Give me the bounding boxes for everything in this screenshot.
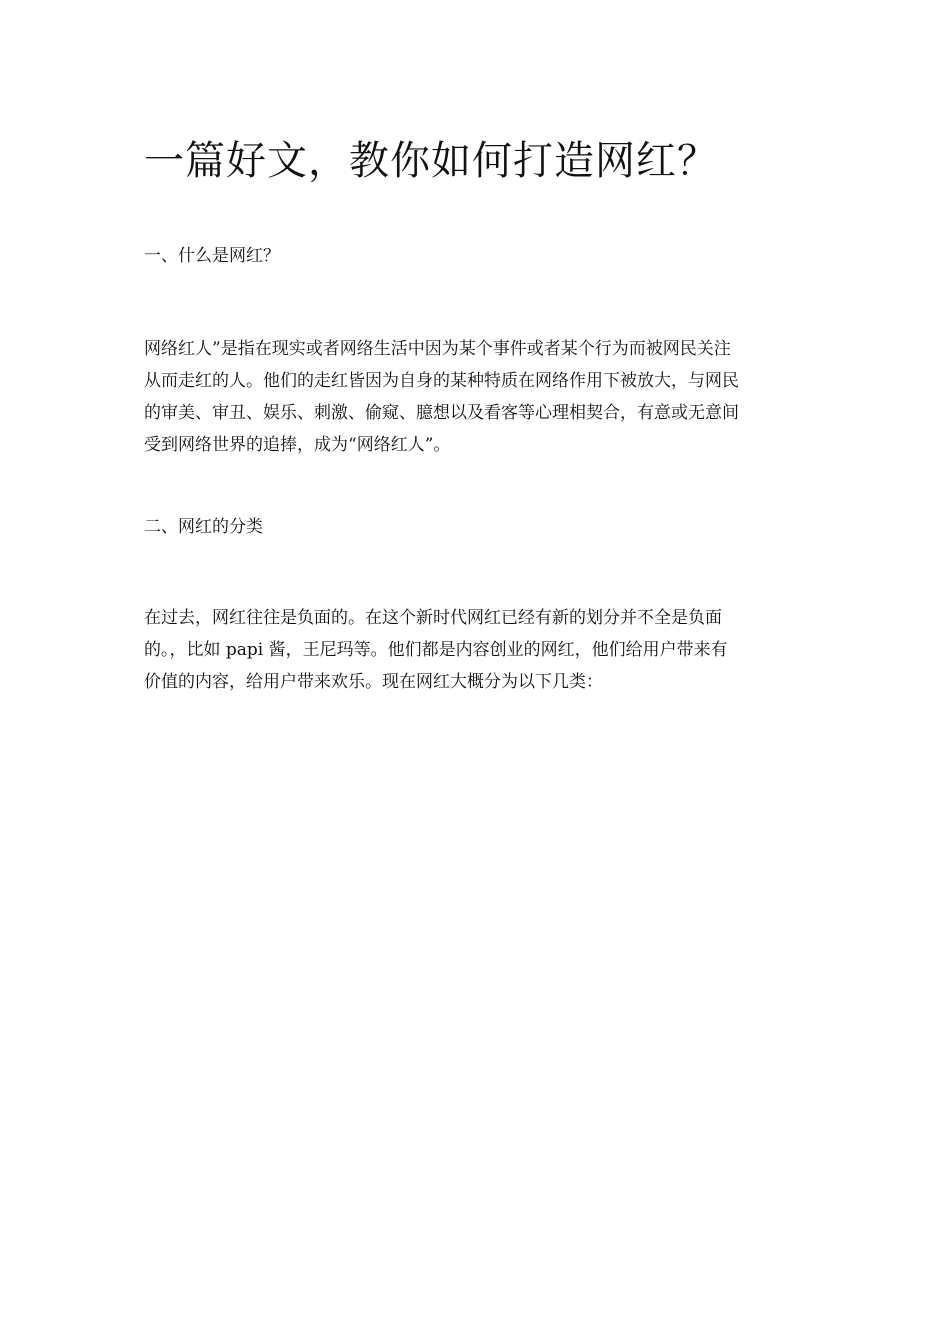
paragraph-line: 在过去，网红往往是负面的。在这个新时代网红已经有新的划分并不全是负面: [144, 608, 722, 628]
section-paragraph-classification: [144, 602, 808, 698]
section-heading-what-is-influencer: 一、什么是网红？: [144, 246, 280, 266]
section-heading-classification: 二、网红的分类: [144, 517, 263, 537]
section-paragraph-definition: [144, 333, 808, 461]
paragraph-line: 从而走红的人。他们的走红皆因为自身的某种特质在网络作用下被放大，与网民: [144, 371, 739, 391]
paragraph-line: 的。，比如 papi 酱，王尼玛等。他们都是内容创业的网红，他们给用户带来有: [144, 640, 728, 660]
paragraph-line: 的审美、审丑、娱乐、刺激、偷窥、臆想以及看客等心理相契合，有意或无意间: [144, 403, 739, 423]
paragraph-line: 价值的内容，给用户带来欢乐。现在网红大概分为以下几类：: [144, 672, 603, 692]
document-title: 一篇好文，教你如何打造网红？: [144, 138, 718, 184]
paragraph-line: 网络红人”是指在现实或者网络生活中因为某个事件或者某个行为而被网民关注: [144, 339, 731, 359]
paragraph-line: 受到网络世界的追捧，成为“网络红人”。: [144, 435, 451, 455]
